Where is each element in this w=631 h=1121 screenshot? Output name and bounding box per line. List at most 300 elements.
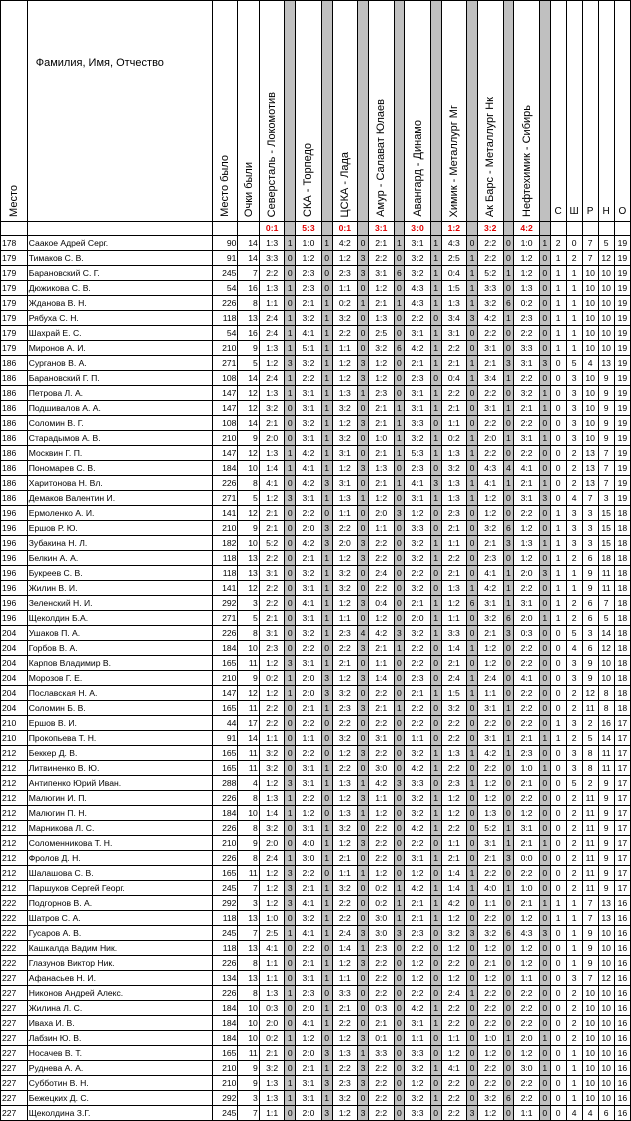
prediction-points-cell: 0 xyxy=(467,836,478,851)
match-result: 3:0 xyxy=(405,222,431,236)
prediction-points-cell: 3 xyxy=(321,1076,332,1091)
col-place-header-label: Место xyxy=(7,185,20,217)
stat-cell: 3 xyxy=(582,506,598,521)
stat-cell: 0 xyxy=(550,491,566,506)
prediction-cell: 2:2 xyxy=(514,641,540,656)
stat-cell: 10 xyxy=(582,1076,598,1091)
stat-cell: 9 xyxy=(598,386,614,401)
stat-cell: 3 xyxy=(566,431,582,446)
prediction-cell: 4:2 xyxy=(332,236,358,251)
stat-cell: 1 xyxy=(566,311,582,326)
stat-cell: 17 xyxy=(614,776,630,791)
stat-cell: 19 xyxy=(614,446,630,461)
prediction-cell: 0:2 xyxy=(368,881,394,896)
prediction-points-cell: 1 xyxy=(321,431,332,446)
prediction-cell: 3:2 xyxy=(259,401,285,416)
stat-cell: 10 xyxy=(598,1091,614,1106)
prediction-points-cell: 0 xyxy=(539,1016,550,1031)
prediction-cell: 2:2 xyxy=(332,1061,358,1076)
prediction-points-cell: 1 xyxy=(321,1016,332,1031)
prediction-cell: 3:1 xyxy=(405,851,431,866)
table-row xyxy=(1,911,631,926)
stat-cell: 10 xyxy=(598,1031,614,1046)
points-were-cell: 9 xyxy=(238,1076,259,1091)
prediction-cell: 3:0 xyxy=(514,1061,540,1076)
prediction-cell: 1:1 xyxy=(405,1031,431,1046)
prediction-points-cell: 0 xyxy=(467,806,478,821)
prediction-cell: 2:2 xyxy=(477,761,503,776)
prediction-cell: 2:2 xyxy=(296,506,322,521)
prediction-points-cell: 0 xyxy=(467,911,478,926)
stat-cell: 2 xyxy=(566,551,582,566)
place-was-cell: 165 xyxy=(212,866,238,881)
stat-cell: 8 xyxy=(582,761,598,776)
prediction-points-cell: 0 xyxy=(394,386,405,401)
prediction-cell: 2:0 xyxy=(259,1016,285,1031)
prediction-cell: 2:2 xyxy=(477,251,503,266)
name-cell: Шатров С. А. xyxy=(27,911,212,926)
prediction-points-cell: 3 xyxy=(358,641,369,656)
place-cell: 179 xyxy=(1,311,28,326)
prediction-cell: 3:1 xyxy=(296,581,322,596)
prediction-points-cell: 0 xyxy=(285,566,296,581)
stat-cell: 1 xyxy=(566,911,582,926)
stat-cell: 10 xyxy=(598,1046,614,1061)
prediction-points-cell: 0 xyxy=(321,266,332,281)
stat-cell: 18 xyxy=(614,671,630,686)
prediction-points-cell: 1 xyxy=(321,896,332,911)
prediction-points-cell: 1 xyxy=(285,341,296,356)
prediction-cell: 2:1 xyxy=(441,401,467,416)
points-were-cell: 3 xyxy=(238,596,259,611)
prediction-points-cell: 0 xyxy=(321,281,332,296)
place-cell: 204 xyxy=(1,671,28,686)
prediction-cell: 1:3 xyxy=(368,461,394,476)
points-were-cell: 8 xyxy=(238,821,259,836)
prediction-cell: 2:2 xyxy=(296,716,322,731)
stat-cell: 0 xyxy=(550,1031,566,1046)
prediction-points-cell: 1 xyxy=(430,431,441,446)
prediction-cell: 2:1 xyxy=(296,1061,322,1076)
prediction-cell: 2:2 xyxy=(368,536,394,551)
prediction-points-cell: 0 xyxy=(358,911,369,926)
name-cell: Харитонова Н. Вл. xyxy=(27,476,212,491)
prediction-points-cell: 0 xyxy=(539,941,550,956)
prediction-cell: 1:3 xyxy=(332,1046,358,1061)
prediction-points-cell: 0 xyxy=(467,626,478,641)
table-row xyxy=(1,1001,631,1016)
prediction-points-cell: 0 xyxy=(394,986,405,1001)
table-row xyxy=(1,716,631,731)
prediction-cell: 4:3 xyxy=(405,296,431,311)
table-row xyxy=(1,1076,631,1091)
points-were-cell: 17 xyxy=(238,716,259,731)
prediction-cell: 4:1 xyxy=(441,1061,467,1076)
prediction-cell: 3:3 xyxy=(332,986,358,1001)
place-cell: 196 xyxy=(1,566,28,581)
prediction-points-cell: 1 xyxy=(321,1001,332,1016)
stat-cell: 3 xyxy=(566,746,582,761)
prediction-cell: 2:1 xyxy=(259,521,285,536)
prediction-points-cell: 0 xyxy=(358,1091,369,1106)
prediction-points-cell: 1 xyxy=(430,326,441,341)
prediction-cell: 1:1 xyxy=(368,656,394,671)
prediction-cell: 2:2 xyxy=(514,1016,540,1031)
prediction-points-cell: 0 xyxy=(285,641,296,656)
prediction-cell: 4:2 xyxy=(368,776,394,791)
prediction-cell: 1:3 xyxy=(441,491,467,506)
stat-cell: 2 xyxy=(566,806,582,821)
prediction-points-cell: 1 xyxy=(430,266,441,281)
place-was-cell: 108 xyxy=(212,416,238,431)
match-header xyxy=(332,1,358,222)
stat-cell: 16 xyxy=(614,1076,630,1091)
name-cell: Фролов Д. Н. xyxy=(27,851,212,866)
prediction-points-cell: 0 xyxy=(430,1046,441,1061)
prediction-cell: 4:1 xyxy=(477,476,503,491)
prediction-cell: 3:2 xyxy=(332,1091,358,1106)
prediction-points-cell: 0 xyxy=(467,1046,478,1061)
prediction-cell: 3:1 xyxy=(296,656,322,671)
place-was-cell: 271 xyxy=(212,611,238,626)
prediction-points-cell: 0 xyxy=(285,731,296,746)
prediction-points-cell: 1 xyxy=(430,1061,441,1076)
prediction-cell: 2:2 xyxy=(405,566,431,581)
match-result: 3:1 xyxy=(368,222,394,236)
name-cell: Паршуков Сергей Георг. xyxy=(27,881,212,896)
prediction-points-cell: 0 xyxy=(467,761,478,776)
prediction-cell: 2:1 xyxy=(368,476,394,491)
prediction-cell: 2:0 xyxy=(514,566,540,581)
name-cell: Носачев В. Т. xyxy=(27,1046,212,1061)
prediction-cell: 1:2 xyxy=(441,791,467,806)
points-were-cell: 14 xyxy=(238,371,259,386)
prediction-cell: 2:0 xyxy=(296,671,322,686)
prediction-points-cell: 3 xyxy=(358,671,369,686)
prediction-cell: 1:3 xyxy=(441,296,467,311)
prediction-points-cell: 3 xyxy=(394,506,405,521)
prediction-points-cell: 0 xyxy=(358,521,369,536)
stat-cell: 19 xyxy=(614,491,630,506)
prediction-cell: 1:2 xyxy=(405,506,431,521)
stat-cell: 17 xyxy=(614,836,630,851)
stat-cell: 10 xyxy=(582,1031,598,1046)
prediction-points-cell: 3 xyxy=(503,356,514,371)
stat-cell: 10 xyxy=(598,311,614,326)
prediction-cell: 2:2 xyxy=(332,521,358,536)
prediction-cell: 2:1 xyxy=(405,911,431,926)
prediction-cell: 2:2 xyxy=(368,551,394,566)
prediction-cell: 1:2 xyxy=(514,941,540,956)
prediction-points-cell: 1 xyxy=(503,881,514,896)
table-row xyxy=(1,431,631,446)
prediction-cell: 2:0 xyxy=(296,1046,322,1061)
points-were-cell: 12 xyxy=(238,446,259,461)
prediction-cell: 3:1 xyxy=(296,1091,322,1106)
place-cell: 212 xyxy=(1,776,28,791)
prediction-points-cell: 1 xyxy=(503,311,514,326)
prediction-cell: 2:2 xyxy=(332,896,358,911)
prediction-cell: 1:4 xyxy=(259,461,285,476)
prediction-cell: 4:3 xyxy=(514,926,540,941)
prediction-cell: 2:1 xyxy=(477,851,503,866)
prediction-cell: 1:1 xyxy=(477,896,503,911)
stat-cell: 11 xyxy=(582,866,598,881)
name-cell: Жилин В. И. xyxy=(27,581,212,596)
prediction-points-cell: 0 xyxy=(503,551,514,566)
prediction-points-cell: 1 xyxy=(503,746,514,761)
stat-cell: 18 xyxy=(614,521,630,536)
prediction-points-cell: 0 xyxy=(467,731,478,746)
prediction-points-cell: 1 xyxy=(285,926,296,941)
prediction-cell: 2:2 xyxy=(477,1061,503,1076)
prediction-points-cell: 0 xyxy=(321,1031,332,1046)
stat-cell: 10 xyxy=(582,266,598,281)
place-was-cell: 118 xyxy=(212,911,238,926)
prediction-points-cell: 0 xyxy=(539,266,550,281)
table-row xyxy=(1,701,631,716)
stat-cell: 1 xyxy=(550,281,566,296)
prediction-points-cell: 0 xyxy=(503,1076,514,1091)
prediction-cell: 2:2 xyxy=(477,416,503,431)
prediction-points-cell: 1 xyxy=(394,701,405,716)
prediction-points-cell: 0 xyxy=(430,581,441,596)
match-points-header xyxy=(539,1,550,222)
prediction-cell: 2:1 xyxy=(368,641,394,656)
stat-cell: 0 xyxy=(550,836,566,851)
prediction-points-cell: 1 xyxy=(467,296,478,311)
prediction-points-cell: 0 xyxy=(285,551,296,566)
prediction-points-cell: 1 xyxy=(394,896,405,911)
prediction-cell: 3:2 xyxy=(368,341,394,356)
prediction-cell: 3:2 xyxy=(441,461,467,476)
place-cell: 196 xyxy=(1,536,28,551)
results-row xyxy=(1,222,631,236)
stat-cell: 0 xyxy=(550,701,566,716)
prediction-points-cell: 0 xyxy=(394,371,405,386)
prediction-points-cell: 0 xyxy=(394,356,405,371)
place-was-cell: 182 xyxy=(212,536,238,551)
prediction-points-cell: 0 xyxy=(285,506,296,521)
stat-cell: 2 xyxy=(550,236,566,251)
prediction-points-cell: 1 xyxy=(285,851,296,866)
prediction-points-cell: 6 xyxy=(467,596,478,611)
stat-cell: 9 xyxy=(598,836,614,851)
table-row xyxy=(1,941,631,956)
prediction-cell: 4:2 xyxy=(296,536,322,551)
prediction-cell: 4:0 xyxy=(477,881,503,896)
prediction-cell: 1:1 xyxy=(259,956,285,971)
prediction-cell: 2:3 xyxy=(368,941,394,956)
prediction-points-cell: 0 xyxy=(503,956,514,971)
place-was-cell: 184 xyxy=(212,1016,238,1031)
stat-cell: 2 xyxy=(566,446,582,461)
prediction-cell: 4:2 xyxy=(405,881,431,896)
prediction-points-cell: 1 xyxy=(358,491,369,506)
prediction-cell: 2:1 xyxy=(259,416,285,431)
stat-cell: 9 xyxy=(582,926,598,941)
prediction-cell: 3:1 xyxy=(405,386,431,401)
prediction-points-cell: 0 xyxy=(285,836,296,851)
prediction-points-cell: 0 xyxy=(503,491,514,506)
prediction-cell: 1:2 xyxy=(477,491,503,506)
points-were-cell: 10 xyxy=(238,1031,259,1046)
stat-cell: 0 xyxy=(550,746,566,761)
points-were-cell: 12 xyxy=(238,581,259,596)
stat-cell: 2 xyxy=(566,851,582,866)
place-was-cell: 226 xyxy=(212,476,238,491)
place-cell: 186 xyxy=(1,491,28,506)
place-cell: 196 xyxy=(1,506,28,521)
prediction-points-cell: 0 xyxy=(430,716,441,731)
stat-cell: 3 xyxy=(566,716,582,731)
prediction-points-cell: 1 xyxy=(467,356,478,371)
prediction-cell: 2:2 xyxy=(368,1091,394,1106)
prediction-points-cell: 1 xyxy=(285,371,296,386)
prediction-cell: 1:2 xyxy=(332,956,358,971)
prediction-cell: 1:2 xyxy=(441,941,467,956)
stat-cell: 7 xyxy=(598,476,614,491)
prediction-cell: 2:1 xyxy=(441,356,467,371)
prediction-points-cell: 0 xyxy=(503,1001,514,1016)
prediction-cell: 3:2 xyxy=(332,821,358,836)
table-row xyxy=(1,746,631,761)
prediction-points-cell: 0 xyxy=(285,416,296,431)
prediction-points-cell: 3 xyxy=(321,1106,332,1121)
prediction-cell: 2:1 xyxy=(405,596,431,611)
prediction-points-cell: 0 xyxy=(503,281,514,296)
prediction-cell: 3:3 xyxy=(514,341,540,356)
points-were-cell: 11 xyxy=(238,746,259,761)
stat-cell: 0 xyxy=(550,656,566,671)
prediction-cell: 1:1 xyxy=(368,791,394,806)
prediction-cell: 2:2 xyxy=(514,326,540,341)
table-row xyxy=(1,296,631,311)
prediction-cell: 2:1 xyxy=(405,356,431,371)
stat-cell: 1 xyxy=(566,1091,582,1106)
place-cell: 186 xyxy=(1,386,28,401)
name-cell: Щеколдина З.Г. xyxy=(27,1106,212,1121)
prediction-cell: 2:3 xyxy=(332,701,358,716)
prediction-points-cell: 0 xyxy=(285,476,296,491)
prediction-cell: 1:1 xyxy=(441,836,467,851)
prediction-points-cell: 0 xyxy=(467,821,478,836)
prediction-points-cell: 0 xyxy=(430,1031,441,1046)
match-header-label: Нефтехимик - Сибирь xyxy=(520,105,533,217)
prediction-cell: 1:4 xyxy=(332,941,358,956)
place-cell: 179 xyxy=(1,266,28,281)
prediction-cell: 2:3 xyxy=(332,626,358,641)
prediction-points-cell: 1 xyxy=(503,596,514,611)
stat-cell: 18 xyxy=(614,551,630,566)
stat-cell: 4 xyxy=(582,356,598,371)
place-cell: 212 xyxy=(1,836,28,851)
prediction-cell: 1:1 xyxy=(405,731,431,746)
place-cell: 222 xyxy=(1,956,28,971)
table-row xyxy=(1,266,631,281)
prediction-cell: 2:0 xyxy=(332,536,358,551)
points-were-cell: 14 xyxy=(238,251,259,266)
name-cell: Карпов Владимир В. xyxy=(27,656,212,671)
stat-cell: 0 xyxy=(550,941,566,956)
prediction-points-cell: 1 xyxy=(430,446,441,461)
stat-cell: 10 xyxy=(598,1061,614,1076)
prediction-points-cell: 1 xyxy=(285,1031,296,1046)
table-row xyxy=(1,626,631,641)
stat-cell: 0 xyxy=(550,1091,566,1106)
prediction-cell: 3:1 xyxy=(477,836,503,851)
stat-cell: 18 xyxy=(598,551,614,566)
prediction-points-cell: 1 xyxy=(430,881,441,896)
prediction-points-cell: 0 xyxy=(394,566,405,581)
place-was-cell: 292 xyxy=(212,1091,238,1106)
prediction-points-cell: 3 xyxy=(285,866,296,881)
prediction-points-cell: 0 xyxy=(358,686,369,701)
table-row xyxy=(1,791,631,806)
prediction-points-cell: 1 xyxy=(430,401,441,416)
prediction-points-cell: 1 xyxy=(467,746,478,761)
name-cell: Барановский С. Г. xyxy=(27,266,212,281)
prediction-points-cell: 0 xyxy=(285,971,296,986)
prediction-cell: 3:2 xyxy=(405,551,431,566)
place-cell: 179 xyxy=(1,341,28,356)
stat-cell: 19 xyxy=(614,326,630,341)
prediction-points-cell: 1 xyxy=(358,806,369,821)
prediction-cell: 1:1 xyxy=(296,731,322,746)
stat-cell: 8 xyxy=(598,686,614,701)
place-was-cell: 184 xyxy=(212,1001,238,1016)
prediction-points-cell: 0 xyxy=(430,506,441,521)
stat-cell: 10 xyxy=(582,371,598,386)
prediction-cell: 2:1 xyxy=(514,896,540,911)
table-row xyxy=(1,551,631,566)
prediction-points-cell: 1 xyxy=(321,596,332,611)
prediction-cell: 1:3 xyxy=(441,446,467,461)
prediction-cell: 3:2 xyxy=(296,911,322,926)
prediction-points-cell: 0 xyxy=(539,641,550,656)
prediction-points-cell: 0 xyxy=(358,731,369,746)
stat-cell: 5 xyxy=(598,611,614,626)
stat-cell: 10 xyxy=(598,1001,614,1016)
stat-cell: 19 xyxy=(614,356,630,371)
stat-cell: 12 xyxy=(598,971,614,986)
prediction-points-cell: 3 xyxy=(358,551,369,566)
prediction-cell: 2:2 xyxy=(514,1091,540,1106)
prediction-cell: 1:2 xyxy=(296,1031,322,1046)
prediction-cell: 2:2 xyxy=(405,716,431,731)
prediction-points-cell: 3 xyxy=(358,746,369,761)
prediction-cell: 1:3 xyxy=(441,581,467,596)
prediction-cell: 2:2 xyxy=(405,701,431,716)
points-were-cell: 9 xyxy=(238,1061,259,1076)
place-was-cell: 210 xyxy=(212,1076,238,1091)
prediction-cell: 2:1 xyxy=(259,1046,285,1061)
stat-cell: 3 xyxy=(582,536,598,551)
prediction-points-cell: 0 xyxy=(539,866,550,881)
prediction-points-cell: 1 xyxy=(394,431,405,446)
prediction-points-cell: 0 xyxy=(467,536,478,551)
prediction-points-cell: 1 xyxy=(321,446,332,461)
stat-cell: 3 xyxy=(566,761,582,776)
stat-cell: 9 xyxy=(598,791,614,806)
stat-cell: 5 xyxy=(566,776,582,791)
name-cell: Ушаков П. А. xyxy=(27,626,212,641)
prediction-cell: 3:2 xyxy=(405,266,431,281)
prediction-cell: 3:3 xyxy=(259,251,285,266)
table-row xyxy=(1,311,631,326)
stat-cell: 9 xyxy=(582,941,598,956)
prediction-cell: 1:2 xyxy=(514,1046,540,1061)
